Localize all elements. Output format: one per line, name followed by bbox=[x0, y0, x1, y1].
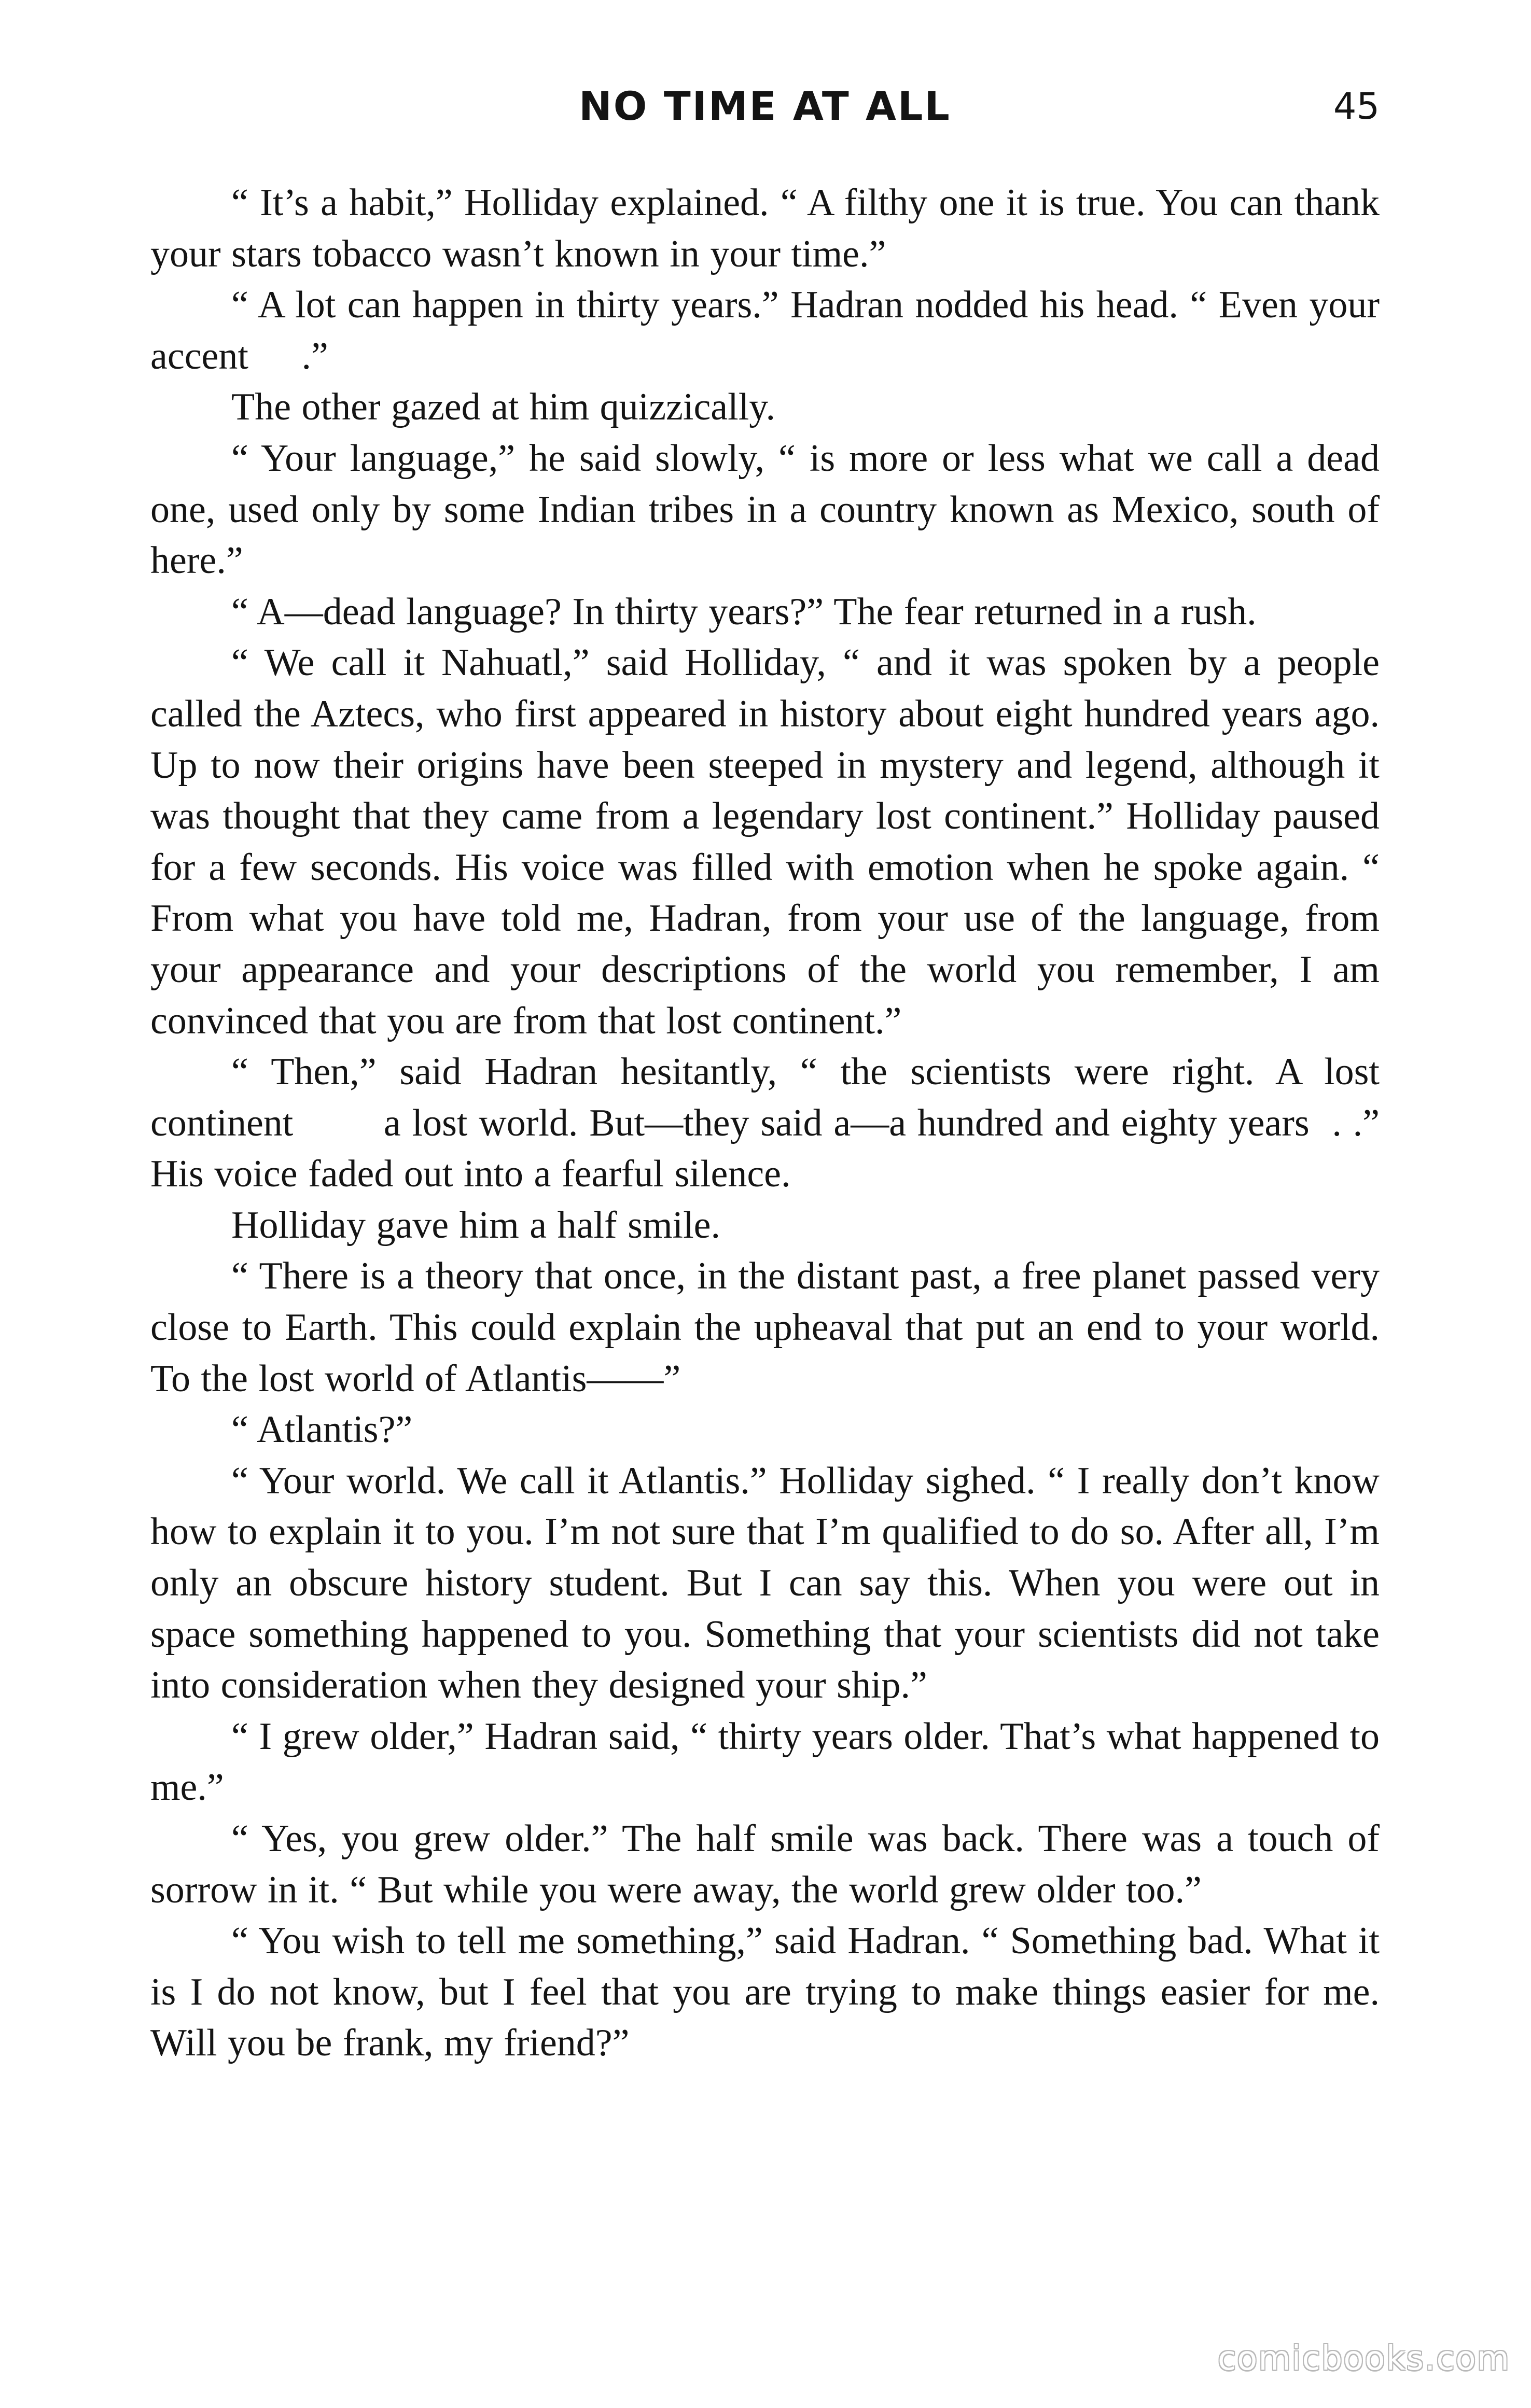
paragraph: “ Then,” said Hadran hesitantly, “ the scientists were right. A lost continent a lost world. But—they said a—a hundred and eighty years . .” His voice faded out into a fearful silence. bbox=[150, 1051, 1380, 1196]
paragraph: “ You wish to tell me something,” said Hadran. “ Something bad. What it is I do not know, but I feel that you are trying to make things easier for me. Will you be frank, my friend?” bbox=[150, 1920, 1380, 2065]
paragraph: “ It’s a habit,” Holliday explained. “ A filthy one it is true. You can thank your stars tobacco wasn’t known in your time.” bbox=[150, 181, 1380, 275]
paragraph: “ A lot can happen in thirty years.” Hadran nodded his head. “ Even your accent .” bbox=[150, 284, 1380, 377]
paragraph: “ Atlantis?” bbox=[231, 1408, 413, 1451]
paragraph: “ We call it Nahuatl,” said Holliday, “ and it was spoken by a people called the Aztecs, who first appeared in history about eight hundred years ago. Up to now their origins have been steeped in mystery and legend, although it was thought that they came from a legendary lost continent.” Holliday paused for a few seconds. His voice was filled with emotion when he spoke again. “ From what you have told me, Hadran, from your use of the language, from your appearance and your descriptions of the world you remember, I am convinced that you are from that lost continent.” bbox=[150, 641, 1380, 1042]
page-number: 45 bbox=[1333, 85, 1380, 128]
paragraph: “ Your language,” he said slowly, “ is more or less what we call a dead one, used only by some Indian tribes in a country known as Mexico, south of here.” bbox=[150, 437, 1380, 582]
paragraph: “ A—dead language? In thirty years?” The fear returned in a rush. bbox=[231, 590, 1257, 633]
paragraph: Holliday gave him a half smile. bbox=[231, 1203, 720, 1247]
running-title: NO TIME AT ALL bbox=[579, 83, 951, 129]
running-head bbox=[150, 78, 1380, 135]
paragraph: “ I grew older,” Hadran said, “ thirty years older. That’s what happened to me.” bbox=[150, 1715, 1380, 1809]
paragraph: “ Yes, you grew older.” The half smile was back. There was a touch of sorrow in it. “ But while you were away, the world grew older too.” bbox=[150, 1817, 1380, 1911]
paragraph: “ There is a theory that once, in the distant past, a free planet passed very close to Earth. This could explain the upheaval that put an end to your world. To the lost world of Atlantis——” bbox=[150, 1255, 1380, 1400]
paragraph: The other gazed at him quizzically. bbox=[231, 386, 775, 429]
body-text bbox=[150, 177, 1380, 2329]
paragraph: “ Your world. We call it Atlantis.” Holliday sighed. “ I really don’t know how to explain it to you. I’m not sure that I’m qualified to do so. After all, I’m only an obscure history student. But I can say this. When you were out in space something happened to you. Something that your scientists did not take into consideration when they designed your ship.” bbox=[150, 1459, 1380, 1707]
watermark: comicbooks.com bbox=[1217, 2340, 1510, 2378]
